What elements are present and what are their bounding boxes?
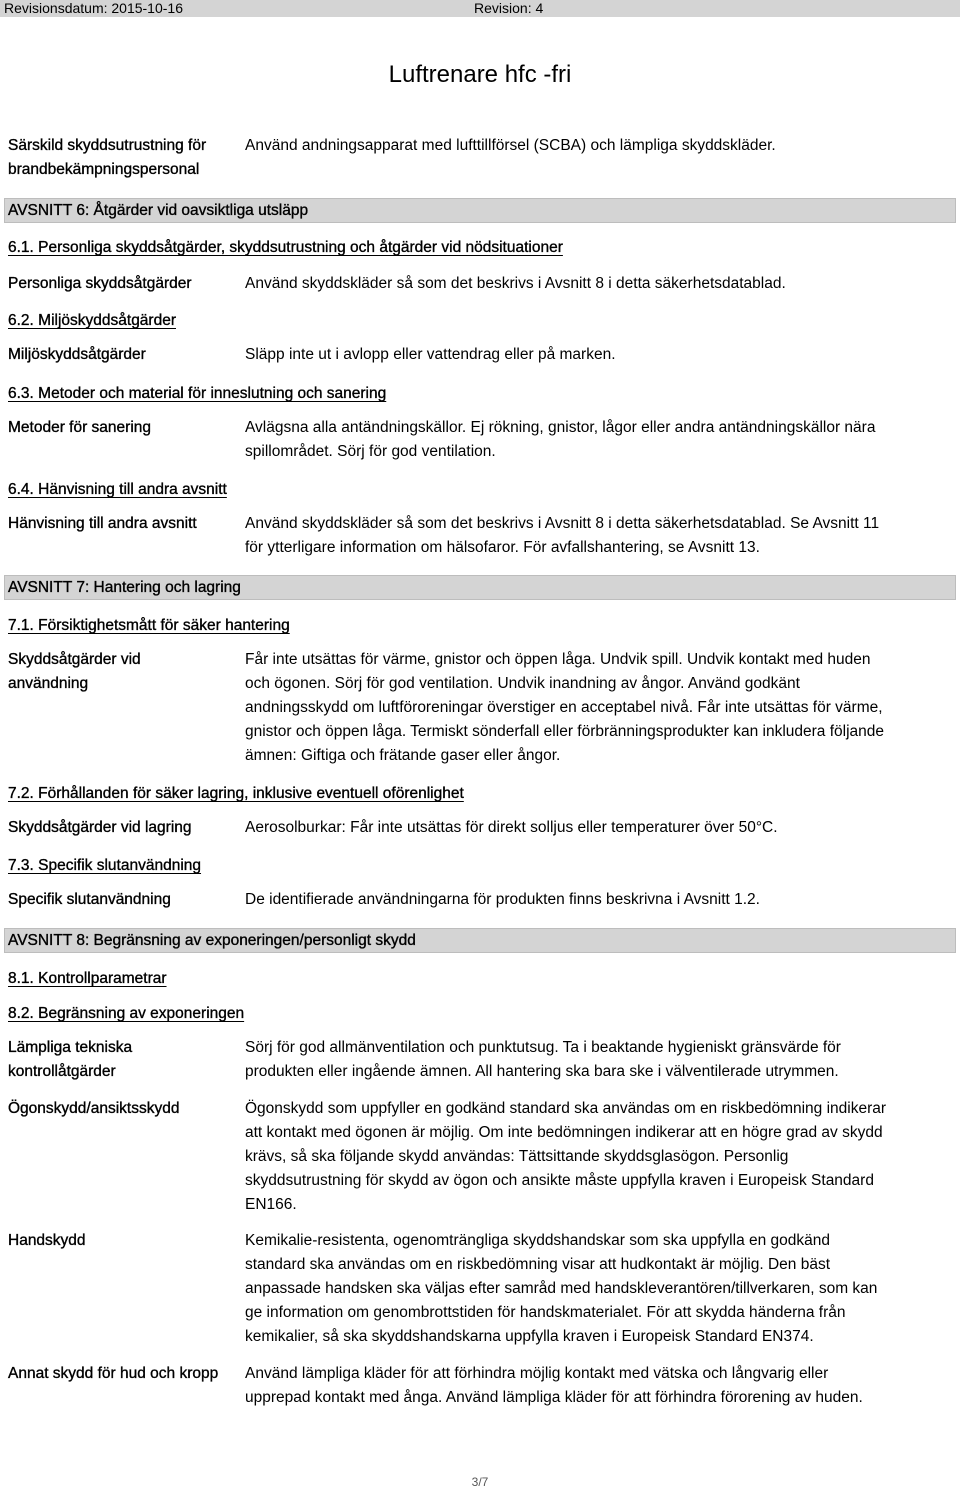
section-6-bar [4, 198, 956, 223]
reference-label: Hänvisning till andra avsnitt [8, 515, 197, 532]
eye-protection-line-5: EN166. [245, 1196, 297, 1213]
engineering-controls-label-line-2: kontrollåtgärder [8, 1063, 116, 1080]
eye-protection-line-2: att kontakt med ögonen är möjlig. Om inte bedömningen indikerar att en högre grad av skydd [245, 1124, 883, 1141]
cleanup-methods-line-2: spillområdet. Sörj för god ventilation. [245, 443, 496, 460]
eye-protection-label: Ögonskydd/ansiktsskydd [8, 1100, 180, 1117]
storage-text: Aerosolburkar: Får inte utsättas för direkt solljus eller temperaturer över 50°C. [245, 819, 778, 836]
handling-line-1: Får inte utsättas för värme, gnistor och öppen låga. Undvik spill. Undvik kontakt med huden [245, 651, 871, 668]
heading-7-3: 7.3. Specifik slutanvändning [8, 857, 202, 874]
skin-protection-line-2: upprepad kontakt med ånga. Använd lämpliga kläder för att förhindra förorening av huden. [245, 1389, 863, 1406]
end-use-label: Specifik slutanvändning [8, 891, 171, 908]
heading-6-4: 6.4. Hänvisning till andra avsnitt [8, 481, 227, 498]
section-7-bar [4, 575, 956, 600]
engineering-controls-label-line-1: Lämpliga tekniska [8, 1039, 133, 1056]
section-7-title: AVSNITT 7: Hantering och lagring [8, 579, 241, 596]
cleanup-methods-line-1: Avlägsna alla antändningskällor. Ej rökning, gnistor, lågor eller andra antändningskällor nära [245, 419, 876, 436]
engineering-controls-line-2: produkten eller ingående ämnen. All hantering ska bara ske i välventilerade utrymmen. [245, 1063, 839, 1080]
eye-protection-line-1: Ögonskydd som uppfyller en godkänd standard ska användas om en riskbedömning indikerar [245, 1100, 887, 1117]
hand-protection-line-4: ge information om genombrottstiden för handskmaterialet. För att skydda händerna från [245, 1304, 846, 1321]
firefighter-protection-text: Använd andningsapparat med lufttillförsel (SCBA) och lämpliga skyddskläder. [245, 137, 776, 154]
eye-protection-line-4: skyddsutrustning för skydd av ögon och ansikte måste uppfylla kraven i Europeisk Standard [245, 1172, 874, 1189]
page-number: 3/7 [471, 1475, 489, 1489]
product-title: Luftrenare hfc -fri [388, 61, 572, 88]
storage-label: Skyddsåtgärder vid lagring [8, 819, 192, 836]
heading-6-3: 6.3. Metoder och material för inneslutning och sanering [8, 385, 387, 402]
section-6-title: AVSNITT 6: Åtgärder vid oavsiktliga utsläpp [8, 202, 309, 219]
section-8-bar [4, 928, 956, 953]
personal-precautions-text: Använd skyddskläder så som det beskrivs i Avsnitt 8 i detta säkerhetsdatablad. [245, 275, 786, 292]
handling-line-2: och ögonen. Sörj för god ventilation. Undvik inandning av ångor. Använd godkänt [245, 675, 800, 692]
heading-8-2: 8.2. Begränsning av exponeringen [8, 1005, 245, 1022]
handling-line-5: ämnen: Giftiga och frätande gaser eller ångor. [245, 747, 561, 764]
hand-protection-line-5: kemikalier, så ska skyddshandskarna uppfylla kraven i Europeisk Standard EN374. [245, 1328, 814, 1345]
firefighter-protection-label-line-2: brandbekämpningspersonal [8, 161, 200, 178]
handling-label-line-1: Skyddsåtgärder vid [8, 651, 141, 668]
engineering-controls-line-1: Sörj för god allmänventilation och punktutsug. Ta i beaktande hygieniskt gränsvärde för [245, 1039, 841, 1056]
revision-date: Revisionsdatum: 2015-10-16 [4, 0, 183, 16]
reference-line-2: för ytterligare information om hälsofaror. För avfallshantering, se Avsnitt 13. [245, 539, 760, 556]
environmental-precautions-text: Släpp inte ut i avlopp eller vattendrag eller på marken. [245, 346, 616, 363]
skin-protection-line-1: Använd lämpliga kläder för att förhindra möjlig kontakt med vätska och långvarig eller [245, 1365, 829, 1382]
eye-protection-line-3: krävs, så ska följande skydd användas: Tättsittande skyddsglasögon. Personlig [245, 1148, 789, 1165]
skin-protection-label: Annat skydd för hud och kropp [8, 1365, 219, 1382]
hand-protection-line-2: standard ska användas om en riskbedömning visar att hudkontakt är möjlig. Den bäst [245, 1256, 831, 1273]
environmental-precautions-label: Miljöskyddsåtgärder [8, 346, 146, 363]
hand-protection-label: Handskydd [8, 1232, 86, 1249]
heading-7-2: 7.2. Förhållanden för säker lagring, inklusive eventuell oförenlighet [8, 785, 464, 802]
end-use-text: De identifierade användningarna för produkten finns beskrivna i Avsnitt 1.2. [245, 891, 760, 908]
heading-6-1: 6.1. Personliga skyddsåtgärder, skyddsutrustning och åtgärder vid nödsituationer [8, 239, 563, 256]
firefighter-protection-label-line-1: Särskild skyddsutrustning för [8, 137, 207, 154]
heading-8-1: 8.1. Kontrollparametrar [8, 970, 167, 987]
hand-protection-line-1: Kemikalie-resistenta, ogenomträngliga skyddshandskar som ska uppfylla en godkänd [245, 1232, 831, 1249]
hand-protection-line-3: anpassade handsken ska väljas efter samråd med handskleverantören/tillverkaren, som kan [245, 1280, 878, 1297]
revision-number: Revision: 4 [474, 0, 544, 16]
personal-precautions-label: Personliga skyddsåtgärder [8, 275, 192, 292]
heading-7-1: 7.1. Försiktighetsmått för säker hantering [8, 617, 290, 634]
heading-6-2: 6.2. Miljöskyddsåtgärder [8, 312, 176, 329]
cleanup-methods-label: Metoder för sanering [8, 419, 152, 436]
handling-line-3: andningsskydd om luftföroreningar överstiger en acceptabel nivå. Får inte utsättas för värme, [245, 699, 883, 716]
reference-line-1: Använd skyddskläder så som det beskrivs i Avsnitt 8 i detta säkerhetsdatablad. Se Avsnitt 11 [245, 515, 880, 532]
section-8-title: AVSNITT 8: Begränsning av exponeringen/personligt skydd [8, 932, 416, 949]
handling-line-4: gnistor och öppen låga. Termiskt sönderfall eller förbränningsprodukter kan inkludera följande [245, 723, 885, 740]
handling-label-line-2: användning [8, 675, 89, 692]
